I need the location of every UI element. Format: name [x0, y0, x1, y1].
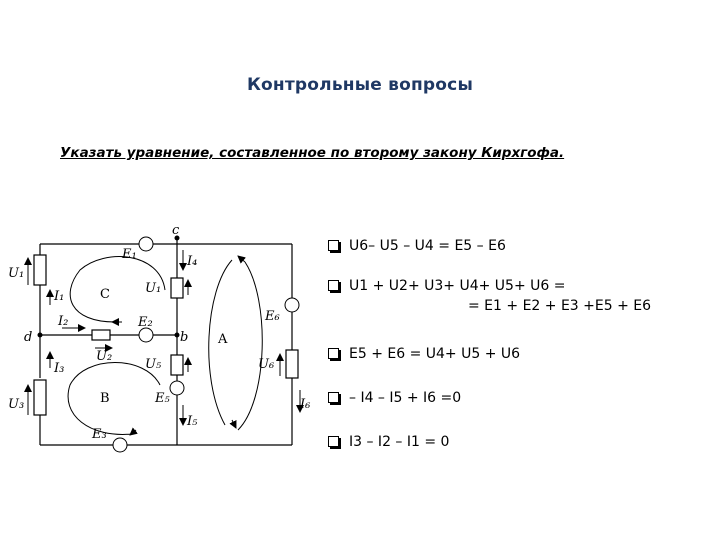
emf-label-e6: E₆: [265, 309, 280, 324]
current-label-i3: I₃: [54, 361, 65, 376]
resistor-r3: [34, 380, 46, 415]
resistor-r2: [92, 330, 110, 340]
checkbox-bullet-icon[interactable]: [328, 240, 339, 251]
node-label-b: b: [180, 330, 189, 345]
emf-label-e3: E₃: [92, 427, 107, 442]
answer-text: I3 – I2 – I1 = 0: [349, 434, 450, 450]
current-label-i1: I₁: [54, 289, 65, 304]
voltage-label-u2: U₂: [96, 349, 113, 364]
current-label-i2: I₂: [58, 314, 69, 329]
resistor-r1: [34, 255, 46, 285]
answer-text: E5 + E6 = U4+ U5 + U6: [349, 346, 521, 362]
answer-text: U6– U5 – U4 = E5 – E6: [349, 238, 506, 254]
emf-e6-circle: [285, 298, 299, 312]
voltage-label-u6: U₆: [258, 357, 275, 372]
slide-title: Контрольные вопросы: [246, 75, 474, 95]
checkbox-bullet-icon[interactable]: [328, 392, 339, 403]
emf-e5-circle: [170, 381, 184, 395]
emf-label-e2: E₂: [138, 315, 153, 330]
current-label-i6: I₆: [300, 397, 311, 412]
voltage-label-u5: U₅: [145, 357, 162, 372]
voltage-label-u1b: U₁: [145, 281, 162, 296]
resistor-r6: [286, 350, 298, 378]
node-label-d: d: [24, 330, 33, 345]
loop-label-a: A: [218, 332, 228, 347]
checkbox-bullet-icon[interactable]: [328, 280, 339, 291]
checkbox-bullet-icon[interactable]: [328, 436, 339, 447]
emf-e3-circle: [113, 438, 127, 452]
answer-text: – I4 – I5 + I6 =0: [349, 390, 462, 406]
answer-text: U1 + U2+ U3+ U4+ U5+ U6 =: [349, 278, 566, 294]
emf-e2-circle: [139, 328, 153, 342]
question-text: Указать уравнение, составленное по второму закону Кирхгофа.: [60, 145, 565, 161]
node-label-c: c: [172, 223, 180, 238]
emf-e1-circle: [139, 237, 153, 251]
resistor-r5: [171, 355, 183, 375]
answer-text-continuation: = E1 + E2 + E3 +E5 + E6: [468, 298, 652, 314]
current-label-i5: I₅: [187, 414, 198, 429]
checkbox-bullet-icon[interactable]: [328, 348, 339, 359]
voltage-label-u3: U₃: [8, 397, 25, 412]
emf-label-e5: E₅: [155, 391, 170, 406]
voltage-label-u1: U₁: [8, 266, 25, 281]
loop-label-b: B: [100, 391, 110, 406]
current-label-i4: I₄: [187, 254, 198, 269]
loop-label-c: C: [100, 287, 110, 302]
resistor-r4: [171, 278, 183, 298]
emf-label-e1: E₁: [122, 247, 137, 262]
